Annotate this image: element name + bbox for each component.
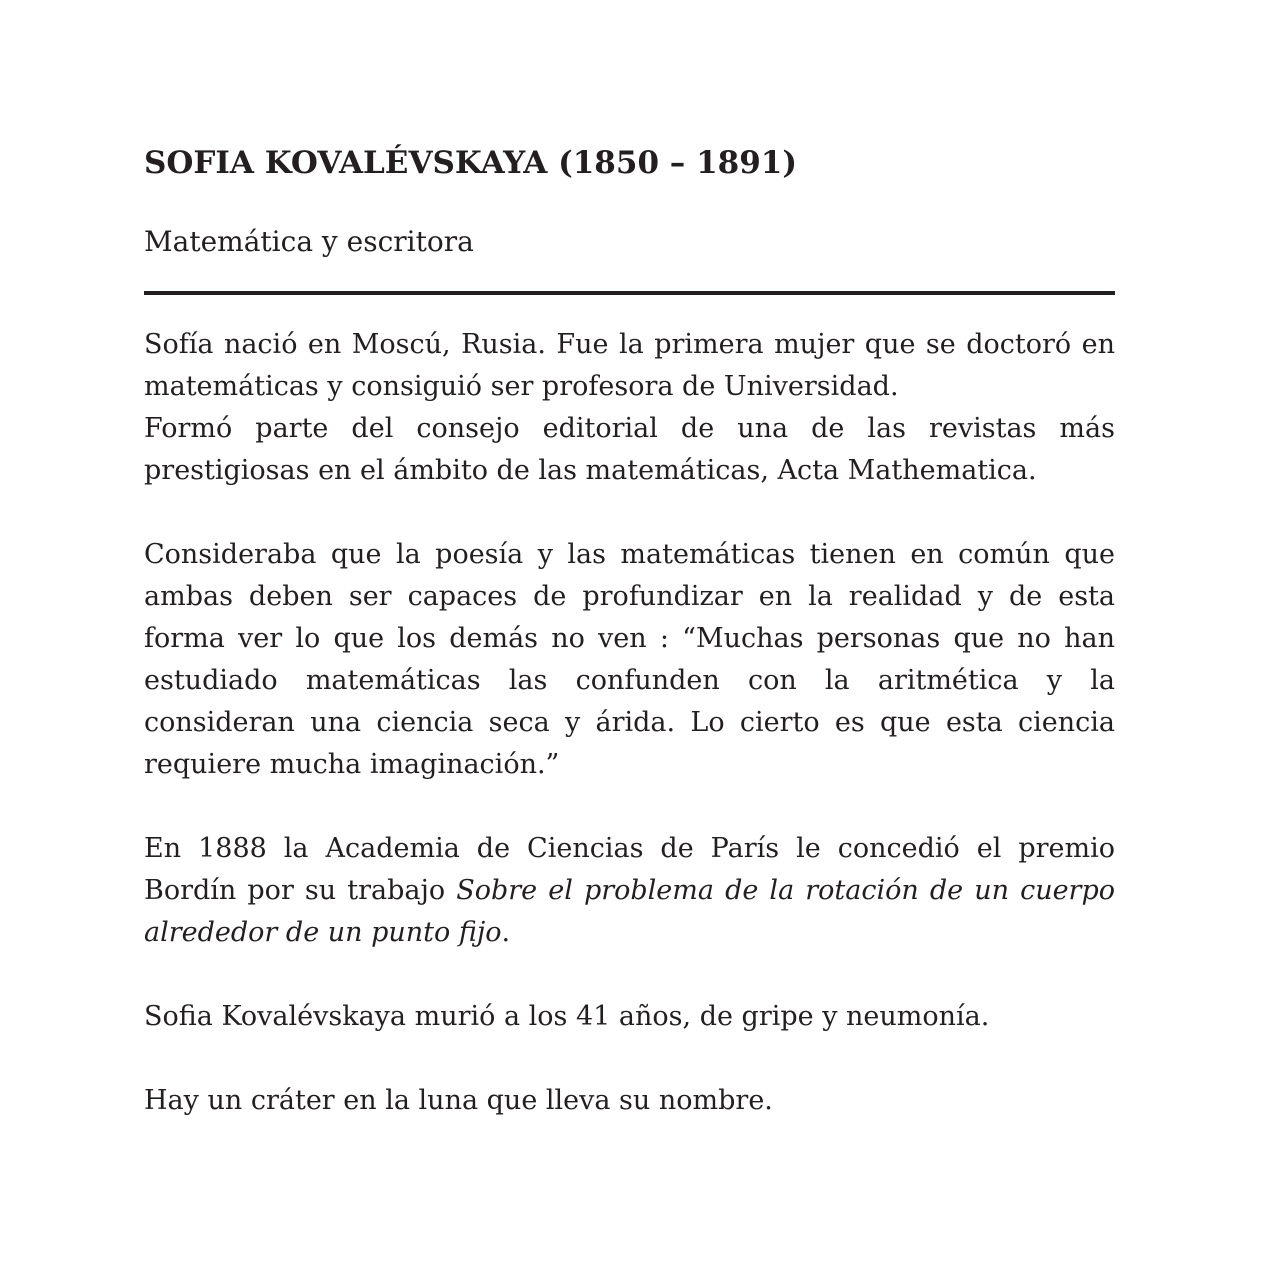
paragraph-prize <box>144 828 1115 954</box>
paragraph-editorial: Formó parte del consejo editorial de una de las revistas más prestigiosas en el ámbito de las matemáticas, Acta Mathematica. <box>144 413 1115 486</box>
paragraph-poetry-quote: Consideraba que la poesía y las matemáticas tienen en común que ambas deben ser capaces de profundizar en la realidad y de esta forma ver lo que los demás no ven : “Muchas personas que no han estudiado matemáticas las confunden con la aritmética y la consideran una ciencia seca y árida. Lo cierto es que esta ciencia requiere mucha imaginación.” <box>144 539 1115 780</box>
paragraph-crater: Hay un cráter en la luna que lleva su nombre. <box>144 1085 773 1116</box>
document-body <box>144 324 1115 1122</box>
page-title: SOFIA KOVALÉVSKAYA (1850 – 1891) <box>144 145 798 181</box>
title-divider <box>144 291 1115 295</box>
paragraph-death: Sofia Kovalévskaya murió a los 41 años, de gripe y neumonía. <box>144 1001 990 1032</box>
document-page <box>144 138 1115 1122</box>
page-subtitle: Matemática y escritora <box>144 225 474 258</box>
prize-work-title: Sobre el problema de la rotación de un cuerpo alrededor de un punto fijo <box>144 875 1116 948</box>
paragraph-birth: Sofía nació en Moscú, Rusia. Fue la primera mujer que se doctoró en matemáticas y consiguió ser profesora de Universidad. <box>144 329 1115 402</box>
prize-text-start: En 1888 la Academia de Ciencias de París le concedió el premio Bordín por su trabajo <box>144 833 1115 906</box>
prize-text-end: . <box>501 917 511 948</box>
